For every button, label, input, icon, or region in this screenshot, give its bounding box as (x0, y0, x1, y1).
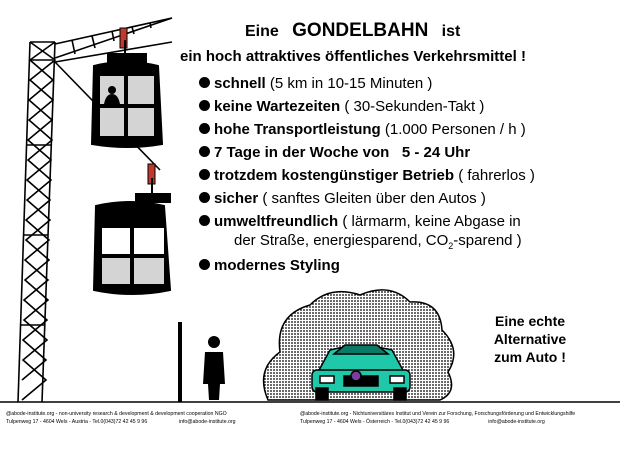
feature-item: sicher ( sanftes Gleiten über den Autos ) (199, 189, 486, 208)
headline-line2: ein hoch attraktives öffentliches Verkehrsmittel ! (180, 48, 526, 65)
standing-person (203, 336, 225, 400)
alternative-callout: Eine echte Alternative zum Auto ! (493, 313, 567, 365)
bullet-icon (199, 146, 210, 157)
bullet-icon (199, 169, 210, 180)
headline-prefix: Eine (245, 23, 279, 40)
feature-item: hohe Transportleistung (1.000 Personen / h ) (199, 120, 526, 139)
footer-right: @abode-institute.org - Nichtuniversitäres Institut und Verein zur Forschung, Forschungsförderung und Entwicklungshilfe Tulpenweg 17 - 4604 Wels - Österreich - Tel.0(043)72 42 45 9 96 info@abode-institute.org (300, 411, 576, 425)
bullet-icon (199, 259, 210, 270)
feature-item: 7 Tage in der Woche von 5 - 24 Uhr (199, 143, 470, 162)
gondola-lower (94, 164, 170, 294)
feature-item: keine Wartezeiten ( 30-Sekunden-Takt ) (199, 97, 484, 116)
lamp-pole (178, 322, 182, 402)
headline-suffix: ist (441, 23, 461, 40)
bullet-icon (199, 100, 210, 111)
feature-item: schnell (5 km in 10-15 Minuten ) (199, 74, 432, 93)
headline-highlight: GONDELBAHN (292, 20, 429, 41)
feature-continuation: der Straße, energiesparend, $CO_2$-sparend ) (234, 232, 522, 251)
headline (245, 20, 460, 42)
feature-item: umweltfreundlich ( lärmarm, keine Abgase in der Straße, energiesparend, $CO_2$-sparend ) (199, 212, 522, 256)
footer-left: @abode-institute.org - non-university research & development & development cooperation NGO Tulpenweg 17 - 4604 Wels - Austria - Tel.0(043)72 42 45 9 96 info@abode-institute.org (6, 411, 236, 425)
bullet-icon (199, 123, 210, 134)
bullet-icon (199, 77, 210, 88)
bullet-icon (199, 192, 210, 203)
feature-item: trotzdem kostengünstiger Betrieb ( fahrerlos ) (199, 166, 535, 185)
bullet-icon (199, 215, 210, 226)
feature-item: modernes Styling (199, 256, 340, 275)
